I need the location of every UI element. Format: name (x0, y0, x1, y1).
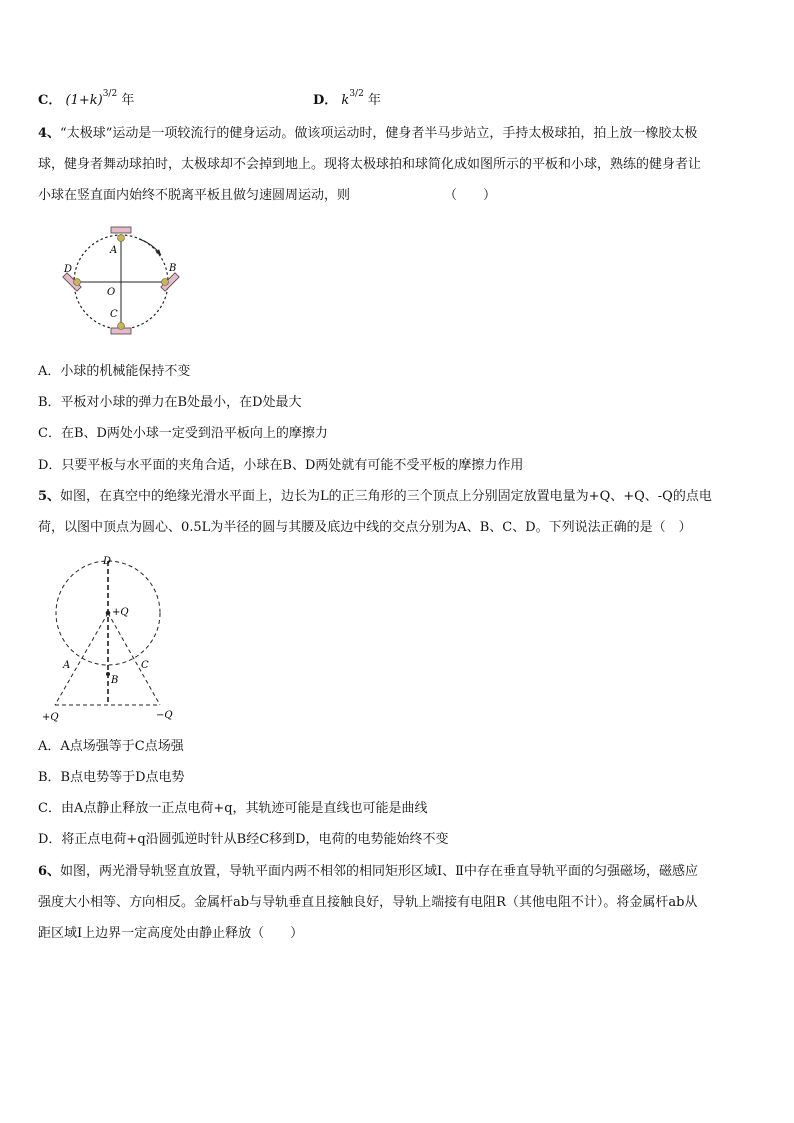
question-number: 4、 (38, 126, 61, 141)
point-b (106, 672, 110, 676)
triangle-right-edge (108, 613, 160, 705)
label-b: B (169, 263, 177, 274)
question-text: 如图，在真空中的绝缘光滑水平面上，边长为L的正三角形的三个顶点上分别固定放置电量为+Q、+Q、-Q的点电 (60, 489, 712, 504)
q4-option-d: D．只要平板与水平面的夹角合适，小球在B、D两处就有可能不受平板的摩擦力作用 (38, 458, 524, 473)
label-c: C (141, 660, 149, 671)
q4-line-2: 球，健身者舞动球拍时，太极球却不会掉到地上。现将太极球拍和球简化成如图所示的平板和小球，熟练的健身者让 (38, 157, 702, 172)
label-c: C (110, 309, 118, 320)
q3-option-d (313, 89, 381, 108)
label-d: D (64, 264, 73, 275)
q4-option-c: C．在B、D两处小球一定受到沿平板向上的摩擦力 (38, 426, 328, 441)
q4-option-a: A．小球的机械能保持不变 (38, 364, 191, 379)
option-exponent: 3/2 (102, 89, 118, 99)
q6-line-1 (38, 856, 698, 887)
label-a: A (110, 245, 118, 256)
label-a: A (63, 660, 71, 671)
q6-line-3: 距区域Ⅰ上边界一定高度处由静止释放（ ） (38, 926, 304, 941)
q3-option-c (38, 89, 134, 108)
question-number: 6、 (38, 864, 61, 879)
option-base: k (341, 93, 350, 108)
option-letter: C． (38, 93, 62, 108)
answer-bracket: （ ） (444, 188, 497, 203)
q4-option-b: B．平板对小球的弹力在B处最小，在D处最大 (38, 395, 302, 410)
ball-b (162, 279, 169, 286)
q6-line-2: 强度大小相等、方向相反。金属杆ab与导轨垂直且接触良好，导轨上端接有电阻R（其他电阻不计）。将金属杆ab从 (38, 895, 698, 910)
question-text: 如图，两光滑导轨竖直放置，导轨平面内两不相邻的相同矩形区域Ⅰ、Ⅱ中存在垂直导轨平面的匀强磁场，磁感应 (60, 864, 699, 879)
charge-top (106, 611, 111, 616)
question-number: 5、 (38, 489, 61, 504)
q5-option-b: B．B点电势等于D点电势 (38, 770, 185, 785)
paddle-top (111, 227, 131, 233)
q5-option-d: D．将正点电荷+q沿圆弧逆时针从B经C移到D，电荷的电势能始终不变 (38, 832, 449, 847)
q4-figure (55, 222, 190, 340)
option-letter: D． (313, 93, 338, 108)
label-right-charge: −Q (156, 710, 173, 721)
q5-figure (38, 552, 198, 727)
q4-line-3 (38, 180, 350, 211)
question-text: 小球在竖直面内始终不脱离平板且做匀速圆周运动，则 (38, 188, 351, 203)
q5-line-2: 荷，以图中顶点为圆心、0.5L为半径的圆与其腰及底边中线的交点分别为A、B、C、D。下列说法正确的是（ ） (38, 520, 692, 535)
label-top-charge: +Q (112, 607, 129, 618)
question-text: “太极球”运动是一项较流行的健身运动。做该项运动时，健身者半马步站立，手持太极球拍，拍上放一橡胶太极 (60, 126, 698, 141)
ball-c (118, 323, 125, 330)
option-exponent: 3/2 (349, 89, 364, 99)
q5-option-c: C．由A点静止释放一正点电荷+q，其轨迹可能是直线也可能是曲线 (38, 801, 428, 816)
option-expression: (1+k) (65, 93, 103, 108)
triangle-left-edge (55, 613, 108, 705)
label-left-charge: +Q (42, 712, 59, 723)
q4-line-1 (38, 118, 697, 149)
ball-a (118, 235, 125, 242)
label-b: B (111, 675, 119, 686)
option-unit: 年 (121, 93, 135, 108)
option-unit: 年 (367, 93, 381, 108)
q5-line-1 (38, 481, 712, 512)
label-o: O (107, 287, 116, 298)
label-d: D (103, 556, 112, 567)
ball-d (74, 279, 81, 286)
q5-option-a: A．A点场强等于C点场强 (38, 739, 184, 754)
